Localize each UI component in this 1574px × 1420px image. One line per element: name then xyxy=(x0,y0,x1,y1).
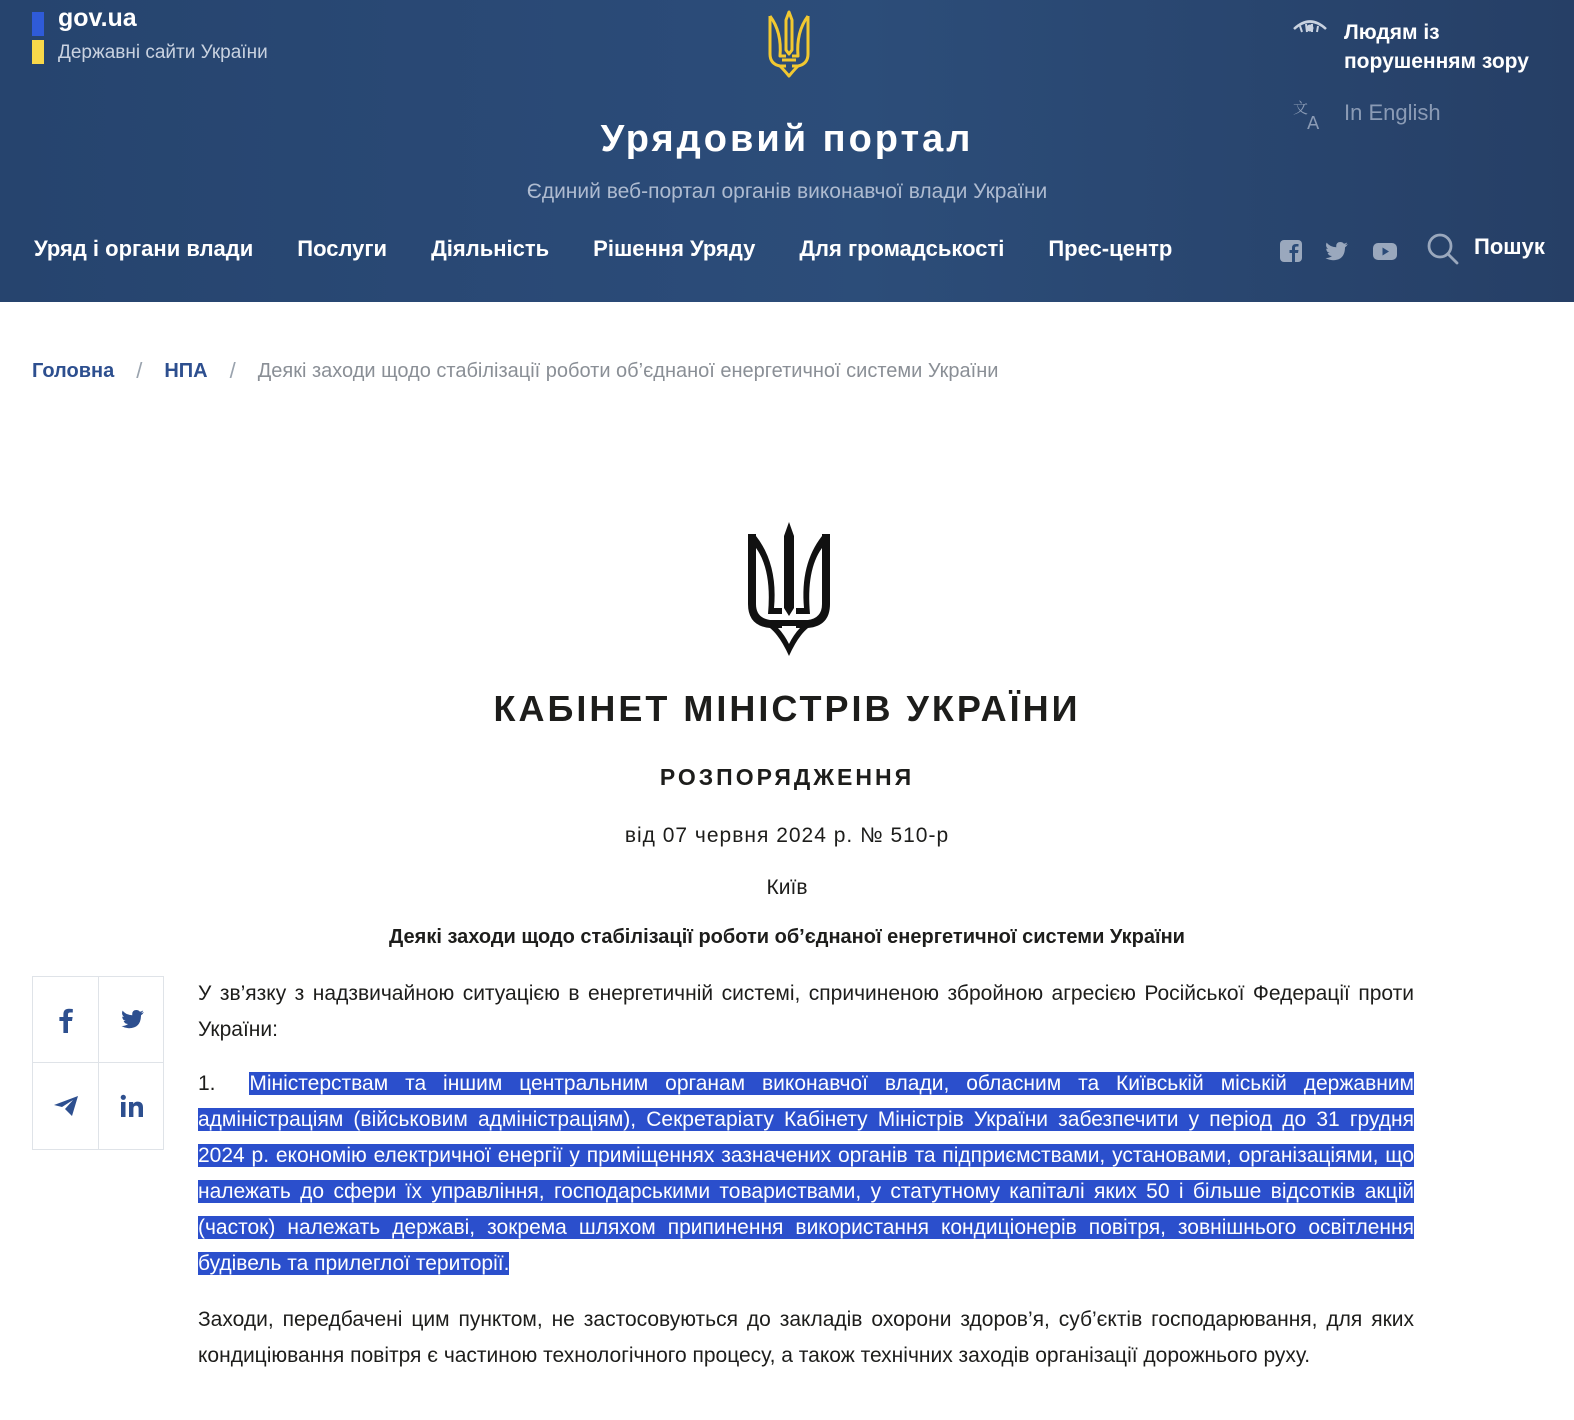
share-twitter-button[interactable] xyxy=(99,977,165,1063)
document-date-number: від 07 червня 2024 р. № 510-р xyxy=(624,824,950,847)
document-item-1-note: Заходи, передбачені цим пунктом, не застосовуються до закладів охорони здоров’я, суб’єктів господарювання, для яких кондиціювання повітря є частиною технологічного процесу, а також технічних заходів організації дорожнього руху. xyxy=(198,1308,1414,1367)
share-panel xyxy=(32,976,164,1150)
share-linkedin-button[interactable] xyxy=(99,1063,165,1149)
breadcrumb-npa[interactable]: НПА xyxy=(164,359,208,382)
translate-icon xyxy=(1292,96,1328,132)
header-youtube-link[interactable] xyxy=(1372,238,1398,264)
nav-item-government[interactable]: Уряд і органи влади xyxy=(34,236,254,261)
item-number: 1. xyxy=(198,1072,216,1095)
breadcrumb-current: Деякі заходи щодо стабілізації роботи об’єднаної енергетичної системи України xyxy=(257,359,999,382)
nav-item-public[interactable]: Для громадськості xyxy=(799,236,1005,261)
main-nav xyxy=(34,234,1216,266)
accessibility-link[interactable] xyxy=(1292,16,1562,76)
search-icon xyxy=(1426,232,1460,266)
document-title: Деякі заходи щодо стабілізації роботи об’єднаної енергетичної системи України xyxy=(389,926,1185,948)
breadcrumb xyxy=(32,356,998,386)
govua-subtitle: Державні сайти України xyxy=(58,42,268,63)
facebook-icon xyxy=(1278,238,1304,264)
accessibility-label: Людям із порушенням зору xyxy=(1344,21,1529,73)
document-intro: У зв’язку з надзвичайною ситуацією в енергетичній системі, спричиненою збройною агресією Російської Федерації проти України: xyxy=(198,982,1414,1041)
breadcrumb-separator: / xyxy=(136,358,143,383)
nav-item-press[interactable]: Прес-центр xyxy=(1048,236,1173,261)
selected-text: Міністерствам та іншим центральним органам виконавчої влади, обласним та Київській міській державним адміністраціям (військовим адміністраціям), Секретаріату Кабінету Міністрів України забезпечити у період до 31 грудня 2024 р. економію електричної енергії у приміщеннях зазначених органів та підприємствами, установами, організаціями, що належать до сфери їх управління, господарськими товариствами, у статутному капіталі яких 50 і більше відсотків акцій (часток) належать державі, зокрема шляхом припинення використання кондиціонерів повітря, зовнішнього освітлення будівель та прилеглої території. xyxy=(198,1072,1414,1275)
header-twitter-link[interactable] xyxy=(1324,238,1350,264)
nav-item-services[interactable]: Послуги xyxy=(297,236,388,261)
flag-yellow-stripe xyxy=(32,40,44,64)
youtube-icon xyxy=(1372,238,1398,264)
header-facebook-link[interactable] xyxy=(1278,238,1304,264)
document-type: РОЗПОРЯДЖЕННЯ xyxy=(659,764,915,790)
twitter-icon xyxy=(119,1009,145,1031)
share-telegram-button[interactable] xyxy=(33,1063,99,1149)
document-item-1 xyxy=(198,1066,1414,1282)
breadcrumb-home[interactable]: Головна xyxy=(32,359,115,382)
share-facebook-button[interactable] xyxy=(33,977,99,1063)
coat-of-arms-icon xyxy=(748,522,830,656)
portal-subtitle: Єдиний веб-портал органів виконавчої влади України xyxy=(526,180,1048,203)
svg-text:文: 文 xyxy=(1293,99,1309,117)
site-header xyxy=(0,0,1574,302)
document-city: Київ xyxy=(766,876,808,899)
language-switch[interactable] xyxy=(1292,96,1492,132)
nav-item-activity[interactable]: Діяльність xyxy=(431,236,550,261)
linkedin-icon xyxy=(120,1094,144,1118)
search-button[interactable] xyxy=(1426,232,1566,266)
flag-blue-stripe xyxy=(32,12,44,36)
portal-title[interactable]: Урядовий портал xyxy=(600,118,974,160)
breadcrumb-separator: / xyxy=(229,358,236,383)
eye-icon xyxy=(1292,18,1328,40)
twitter-icon xyxy=(1324,238,1350,264)
govua-name: gov.ua xyxy=(58,4,137,32)
facebook-icon xyxy=(58,1007,74,1033)
search-label: Пошук xyxy=(1474,234,1545,259)
language-label: In English xyxy=(1344,100,1441,125)
trident-logo-icon[interactable] xyxy=(766,10,812,78)
document-organization: КАБІНЕТ МІНІСТРІВ УКРАЇНИ xyxy=(493,688,1081,729)
nav-item-decisions[interactable]: Рішення Уряду xyxy=(593,236,756,261)
svg-text:A: A xyxy=(1307,113,1320,132)
telegram-icon xyxy=(53,1095,79,1117)
